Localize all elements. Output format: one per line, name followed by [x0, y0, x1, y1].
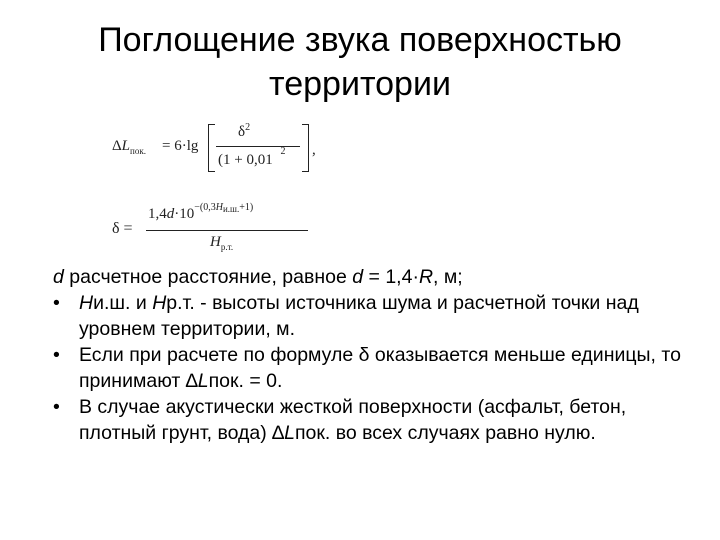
formula1-lhs: [112, 138, 146, 156]
formula1-den-text: (1 + 0,01: [218, 152, 273, 168]
intro-var-r: R: [418, 266, 434, 288]
formula2-exponent: [194, 202, 253, 213]
intro-line: [53, 264, 693, 290]
formula2-num-a: 1,4: [148, 206, 167, 222]
intro-text-1: расчетное расстояние, равное: [63, 266, 353, 288]
formula1-delta: Δ: [112, 138, 122, 154]
formula1-denominator: [218, 146, 286, 169]
formula-delta: [112, 200, 372, 260]
formula1-numerator: [238, 122, 250, 141]
bullet3-var-l: L: [284, 422, 295, 444]
formula2-den-var: H: [210, 234, 221, 250]
bullet-heights: [53, 290, 693, 342]
formula1-lhs-var: L: [121, 138, 130, 154]
formula2-fraction-bar: [146, 230, 308, 231]
intro-text-2: = 1,4·: [363, 266, 419, 288]
formula2-num-b: ·10: [174, 206, 195, 222]
formula2-exp-close: +1): [239, 202, 254, 213]
formula1-num-base: δ: [238, 124, 246, 140]
bullet1-var-h1: Н: [79, 292, 94, 314]
formula-attenuation: [112, 120, 352, 178]
bullet3-text-1: В случае акустически жесткой поверхности (асфальт, бетон, плотный грунт, вода): [79, 396, 627, 444]
bullet2-text-2: пок. = 0.: [208, 370, 283, 392]
formula1-num-exp: 2: [245, 122, 251, 133]
intro-var-d: d: [53, 266, 64, 288]
formula1-fraction-bar: [216, 146, 300, 147]
formula2-lhs: δ =: [112, 220, 133, 237]
formula2-exp-open: −(0,3: [194, 202, 216, 213]
formula1-bracket-left: [208, 124, 215, 172]
formula1-tail: ,: [312, 142, 316, 158]
formula2-den-sub: р.т.: [220, 242, 234, 252]
intro-var-d2: d: [352, 266, 364, 288]
bullet1-text-2: р.т. - высоты источника шума и расчетной точки над уровнем территории, м.: [79, 292, 639, 340]
title-line-1: Поглощение звука поверхностью: [98, 21, 622, 59]
bullet-marker: •: [53, 344, 60, 366]
bullet1-var-h2: Н: [152, 292, 167, 314]
formula1-bracket-right: [302, 124, 309, 172]
formula2-denominator: [210, 234, 233, 252]
formula2-exp-sub: и.ш.: [222, 204, 240, 214]
slide-body: [53, 264, 693, 446]
slide-title: [0, 18, 720, 106]
bullet-hard-surface: [53, 394, 693, 446]
intro-text-3: , м;: [433, 266, 463, 288]
bullet-marker: •: [53, 292, 60, 314]
bullet2-text-1: Если при расчете по формуле δ оказывается меньше единицы, то принимают: [79, 344, 681, 392]
bullet1-text-1: и.ш. и: [93, 292, 153, 314]
bullet-marker: •: [53, 396, 60, 418]
formula1-den-exp: 2: [280, 146, 286, 157]
formula2-exp-var: H: [215, 202, 223, 213]
bullet3-delta-symbol: ∆: [272, 422, 285, 444]
bullet2-delta-symbol: ∆: [185, 370, 198, 392]
bullet2-var-l: L: [197, 370, 209, 392]
formula2-numerator: [148, 204, 253, 223]
formula1-eq: = 6·lg: [162, 138, 199, 154]
bullet-delta-less-one: [53, 342, 693, 394]
title-line-2: территории: [269, 65, 451, 103]
formula2-num-d: d: [166, 206, 175, 222]
bullet3-text-2: пок. во всех случаях равно нулю.: [294, 422, 596, 444]
formula1-lhs-sub: пок.: [130, 146, 146, 156]
